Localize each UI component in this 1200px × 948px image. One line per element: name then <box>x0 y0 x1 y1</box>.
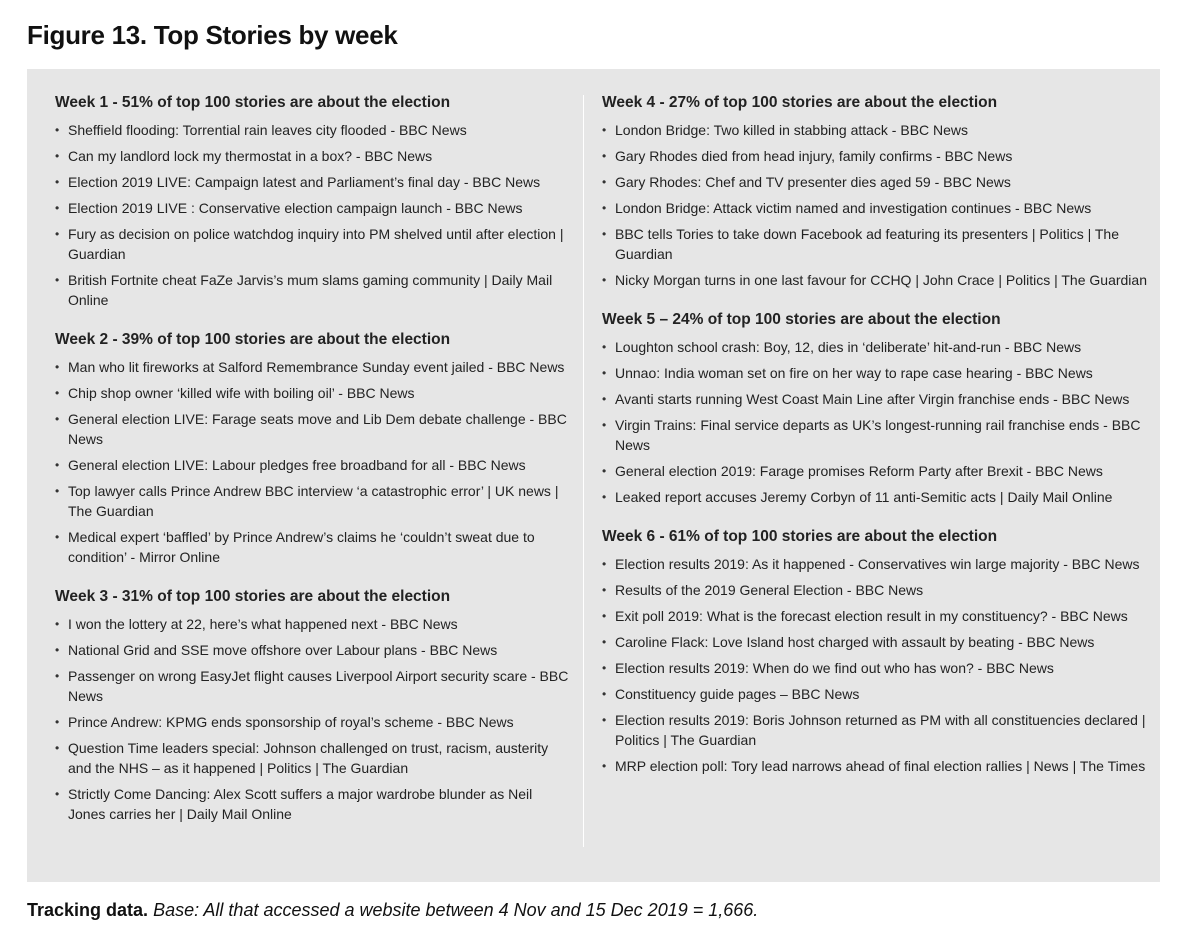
story-headline: General election 2019: Farage promises Reform Party after Brexit - BBC News <box>615 463 1103 479</box>
story-item <box>55 666 571 706</box>
bullet-icon: • <box>55 787 60 801</box>
week-heading: Week 1 - 51% of top 100 stories are about the election <box>55 94 451 111</box>
story-headline: Results of the 2019 General Election - BBC News <box>615 582 924 598</box>
story-headline: Gary Rhodes died from head injury, family confirms - BBC News <box>615 148 1013 164</box>
story-headline: Avanti starts running West Coast Main Line after Virgin franchise ends - BBC News <box>615 391 1130 407</box>
story-headline: Gary Rhodes: Chef and TV presenter dies aged 59 - BBC News <box>615 174 1011 190</box>
story-list <box>55 614 571 824</box>
bullet-icon: • <box>55 741 60 755</box>
story-item <box>55 357 571 377</box>
week-section <box>55 587 571 824</box>
bullet-icon: • <box>55 273 60 287</box>
story-item <box>55 270 571 310</box>
story-item <box>602 580 1147 600</box>
bullet-icon: • <box>602 175 607 189</box>
story-headline: Man who lit fireworks at Salford Remembrance Sunday event jailed - BBC News <box>68 359 565 375</box>
week-heading: Week 5 – 24% of top 100 stories are about the election <box>602 311 1001 328</box>
story-headline: Sheffield flooding: Torrential rain leaves city flooded - BBC News <box>68 122 467 138</box>
bullet-icon: • <box>602 149 607 163</box>
story-headline: London Bridge: Two killed in stabbing attack - BBC News <box>615 122 969 138</box>
story-headline: General election LIVE: Labour pledges free broadband for all - BBC News <box>68 457 526 473</box>
bullet-icon: • <box>602 201 607 215</box>
week-heading: Week 2 - 39% of top 100 stories are about the election <box>55 331 451 348</box>
bullet-icon: • <box>602 609 607 623</box>
story-headline: Fury as decision on police watchdog inquiry into PM shelved until after election | Guardian <box>68 226 564 262</box>
story-item <box>55 784 571 824</box>
week-section <box>602 527 1147 776</box>
story-headline: Prince Andrew: KPMG ends sponsorship of royal’s scheme - BBC News <box>68 714 514 730</box>
story-item <box>55 640 571 660</box>
bullet-icon: • <box>55 669 60 683</box>
bullet-icon: • <box>602 123 607 137</box>
bullet-icon: • <box>55 715 60 729</box>
bullet-icon: • <box>55 458 60 472</box>
story-item <box>602 146 1147 166</box>
story-item <box>602 487 1147 507</box>
bullet-icon: • <box>602 273 607 287</box>
story-list <box>602 554 1147 776</box>
story-item <box>55 527 571 567</box>
story-item <box>55 224 571 264</box>
story-item <box>602 756 1147 776</box>
story-headline: Question Time leaders special: Johnson challenged on trust, racism, austerity and the NHS – as it happened | Politics | The Guardian <box>68 740 549 776</box>
story-headline: Election 2019 LIVE: Campaign latest and Parliament’s final day - BBC News <box>68 174 541 190</box>
bullet-icon: • <box>55 530 60 544</box>
story-item <box>602 363 1147 383</box>
story-headline: MRP election poll: Tory lead narrows ahead of final election rallies | News | The Times <box>615 758 1146 774</box>
story-item <box>602 632 1147 652</box>
story-item <box>602 658 1147 678</box>
story-list <box>55 120 571 310</box>
story-headline: Constituency guide pages – BBC News <box>615 686 860 702</box>
bullet-icon: • <box>55 149 60 163</box>
story-list <box>602 337 1147 507</box>
story-item <box>602 710 1147 750</box>
story-headline: Top lawyer calls Prince Andrew BBC interview ‘a catastrophic error’ | UK news | The Guardian <box>68 483 559 519</box>
column-divider <box>583 95 584 847</box>
footer-label: Tracking data. <box>27 900 149 920</box>
story-headline: National Grid and SSE move offshore over Labour plans - BBC News <box>68 642 498 658</box>
bullet-icon: • <box>602 759 607 773</box>
story-item <box>602 606 1147 626</box>
bullet-icon: • <box>55 227 60 241</box>
left-column <box>55 93 571 844</box>
story-item <box>55 455 571 475</box>
story-item <box>55 383 571 403</box>
story-item <box>55 172 571 192</box>
story-item <box>55 409 571 449</box>
story-item <box>602 554 1147 574</box>
bullet-icon: • <box>55 201 60 215</box>
story-item <box>602 461 1147 481</box>
bullet-icon: • <box>55 412 60 426</box>
bullet-icon: • <box>602 227 607 241</box>
story-list <box>602 120 1147 290</box>
week-heading: Week 4 - 27% of top 100 stories are about the election <box>602 94 998 111</box>
story-headline: BBC tells Tories to take down Facebook ad featuring its presenters | Politics | The Guardian <box>615 226 1120 262</box>
bullet-icon: • <box>55 360 60 374</box>
story-headline: I won the lottery at 22, here’s what happened next - BBC News <box>68 616 458 632</box>
bullet-icon: • <box>55 175 60 189</box>
story-item <box>55 614 571 634</box>
story-item <box>55 146 571 166</box>
story-headline: Election results 2019: Boris Johnson returned as PM with all constituencies declared | Politics | The Guardian <box>615 712 1146 748</box>
top-stories-panel <box>27 69 1160 882</box>
week-section <box>55 330 571 567</box>
story-headline: Nicky Morgan turns in one last favour for CCHQ | John Crace | Politics | The Guardian <box>615 272 1147 288</box>
footer-note <box>27 900 758 921</box>
story-headline: British Fortnite cheat FaZe Jarvis’s mum slams gaming community | Daily Mail Online <box>68 272 553 308</box>
story-headline: Exit poll 2019: What is the forecast election result in my constituency? - BBC News <box>615 608 1128 624</box>
story-headline: Unnao: India woman set on fire on her way to rape case hearing - BBC News <box>615 365 1093 381</box>
story-headline: Chip shop owner ‘killed wife with boiling oil’ - BBC News <box>68 385 415 401</box>
right-column <box>602 93 1147 796</box>
story-headline: London Bridge: Attack victim named and investigation continues - BBC News <box>615 200 1092 216</box>
week-section <box>55 93 571 310</box>
week-section <box>602 310 1147 507</box>
figure-title: Figure 13. Top Stories by week <box>27 20 398 50</box>
story-headline: Caroline Flack: Love Island host charged with assault by beating - BBC News <box>615 634 1095 650</box>
story-headline: Medical expert ‘baffled’ by Prince Andrew’s claims he ‘couldn’t sweat due to condition’ - Mirror Online <box>68 529 535 565</box>
story-headline: Election results 2019: When do we find out who has won? - BBC News <box>615 660 1054 676</box>
bullet-icon: • <box>602 557 607 571</box>
story-headline: Election 2019 LIVE : Conservative election campaign launch - BBC News <box>68 200 523 216</box>
week-section <box>602 93 1147 290</box>
bullet-icon: • <box>602 661 607 675</box>
story-item <box>602 198 1147 218</box>
week-heading: Week 3 - 31% of top 100 stories are about the election <box>55 588 451 605</box>
story-item <box>602 415 1147 455</box>
story-headline: Loughton school crash: Boy, 12, dies in ‘deliberate’ hit-and-run - BBC News <box>615 339 1082 355</box>
story-item <box>602 389 1147 409</box>
story-item <box>602 120 1147 140</box>
bullet-icon: • <box>602 392 607 406</box>
story-item <box>602 172 1147 192</box>
story-item <box>602 224 1147 264</box>
bullet-icon: • <box>602 687 607 701</box>
story-item <box>55 120 571 140</box>
story-item <box>602 270 1147 290</box>
bullet-icon: • <box>602 490 607 504</box>
story-item <box>602 337 1147 357</box>
bullet-icon: • <box>55 123 60 137</box>
bullet-icon: • <box>55 386 60 400</box>
story-item <box>55 738 571 778</box>
week-heading: Week 6 - 61% of top 100 stories are about the election <box>602 528 998 545</box>
story-headline: Passenger on wrong EasyJet flight causes Liverpool Airport security scare - BBC News <box>68 668 569 704</box>
story-item <box>55 481 571 521</box>
bullet-icon: • <box>55 617 60 631</box>
bullet-icon: • <box>602 464 607 478</box>
bullet-icon: • <box>602 713 607 727</box>
story-item <box>55 198 571 218</box>
bullet-icon: • <box>55 484 60 498</box>
story-list <box>55 357 571 567</box>
story-headline: Election results 2019: As it happened - Conservatives win large majority - BBC News <box>615 556 1140 572</box>
story-headline: Virgin Trains: Final service departs as UK’s longest-running rail franchise ends - BBC News <box>615 417 1141 453</box>
bullet-icon: • <box>602 418 607 432</box>
bullet-icon: • <box>602 366 607 380</box>
footer-base-note: Base: All that accessed a website between 4 Nov and 15 Dec 2019 = 1,666. <box>153 900 759 920</box>
bullet-icon: • <box>602 635 607 649</box>
bullet-icon: • <box>602 583 607 597</box>
story-headline: General election LIVE: Farage seats move and Lib Dem debate challenge - BBC News <box>68 411 567 447</box>
story-headline: Can my landlord lock my thermostat in a box? - BBC News <box>68 148 433 164</box>
story-item <box>55 712 571 732</box>
bullet-icon: • <box>602 340 607 354</box>
story-headline: Leaked report accuses Jeremy Corbyn of 11 anti-Semitic acts | Daily Mail Online <box>615 489 1113 505</box>
story-item <box>602 684 1147 704</box>
bullet-icon: • <box>55 643 60 657</box>
story-headline: Strictly Come Dancing: Alex Scott suffers a major wardrobe blunder as Neil Jones carries her | Daily Mail Online <box>68 786 533 822</box>
